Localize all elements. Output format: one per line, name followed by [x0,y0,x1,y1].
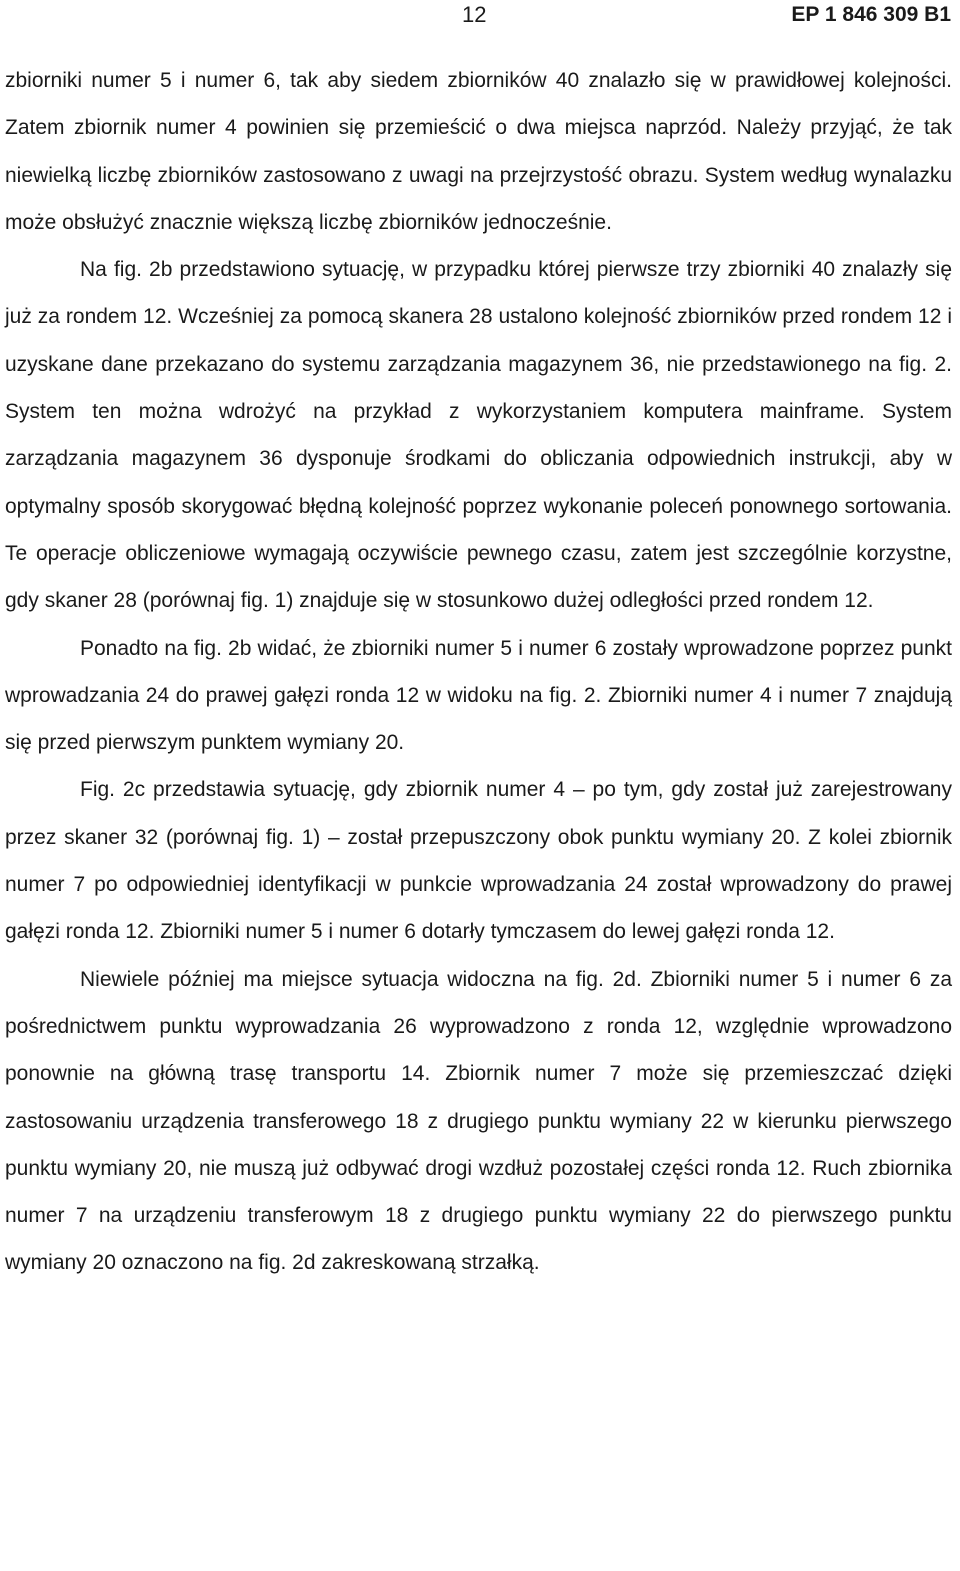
document-body [5,57,952,1287]
paragraph-4: Fig. 2c przedstawia sytuację, gdy zbiornik numer 4 – po tym, gdy został już zarejestrowany przez skaner 32 (porównaj fig. 1) – został przepuszczony obok punktu wymiany 20. Z kolei zbiornik numer 7 po odpowiedniej identyfikacji w punkcie wprowadzania 24 został wprowadzony do prawej gałęzi ronda 12. Zbiorniki numer 5 i numer 6 dotarły tymczasem do lewej gałęzi ronda 12. [5,778,952,944]
patent-number: EP 1 846 309 B1 [791,3,951,26]
page-number: 12 [462,2,487,27]
page-header [0,0,960,30]
paragraph-3: Ponadto na fig. 2b widać, że zbiorniki numer 5 i numer 6 zostały wprowadzone poprzez punkt wprowadzania 24 do prawej gałęzi ronda 12 w widoku na fig. 2. Zbiorniki numer 4 i numer 7 znajdują się przed pierwszym punktem wymiany 20. [5,636,952,755]
paragraph-2: Na fig. 2b przedstawiono sytuację, w przypadku której pierwsze trzy zbiorniki 40 znalazły się już za rondem 12. Wcześniej za pomocą skanera 28 ustalono kolejność zbiorników przed rondem 12 i uzyskane dane przekazano do systemu zarządzania magazynem 36, nie przedstawionego na fig. 2. System ten można wdrożyć na przykład z wykorzystaniem komputera mainframe. System zarządzania magazynem 36 dysponuje środkami do obliczania odpowiednich instrukcji, aby w optymalny sposób skorygować błędną kolejność poprzez wykonanie poleceń ponownego sortowania. Te operacje obliczeniowe wymagają oczywiście pewnego czasu, zatem jest szczególnie korzystne, gdy skaner 28 (porównaj fig. 1) znajduje się w stosunkowo dużej odległości przed rondem 12. [5,258,952,613]
paragraph-5: Niewiele później ma miejsce sytuacja widoczna na fig. 2d. Zbiorniki numer 5 i numer 6 za pośrednictwem punktu wyprowadzania 26 wyprowadzono z ronda 12, względnie wprowadzono ponownie na główną trasę transportu 14. Zbiornik numer 7 może się przemieszczać dzięki zastosowaniu urządzenia transferowego 18 z drugiego punktu wymiany 22 w kierunku pierwszego punktu wymiany 20, nie muszą już odbywać drogi wzdłuż pozostałej części ronda 12. Ruch zbiornika numer 7 na urządzeniu transferowym 18 z drugiego punktu wymiany 22 do pierwszego punktu wymiany 20 oznaczono na fig. 2d zakreskowaną strzałką. [5,967,952,1275]
paragraph-1: zbiorniki numer 5 i numer 6, tak aby siedem zbiorników 40 znalazło się w prawidłowej kolejności. Zatem zbiornik numer 4 powinien się przemieścić o dwa miejsca naprzód. Należy przyjąć, że tak niewielką liczbę zbiorników zastosowano z uwagi na przejrzystość obrazu. System według wynalazku może obsłużyć znacznie większą liczbę zbiorników jednocześnie. [5,69,952,234]
